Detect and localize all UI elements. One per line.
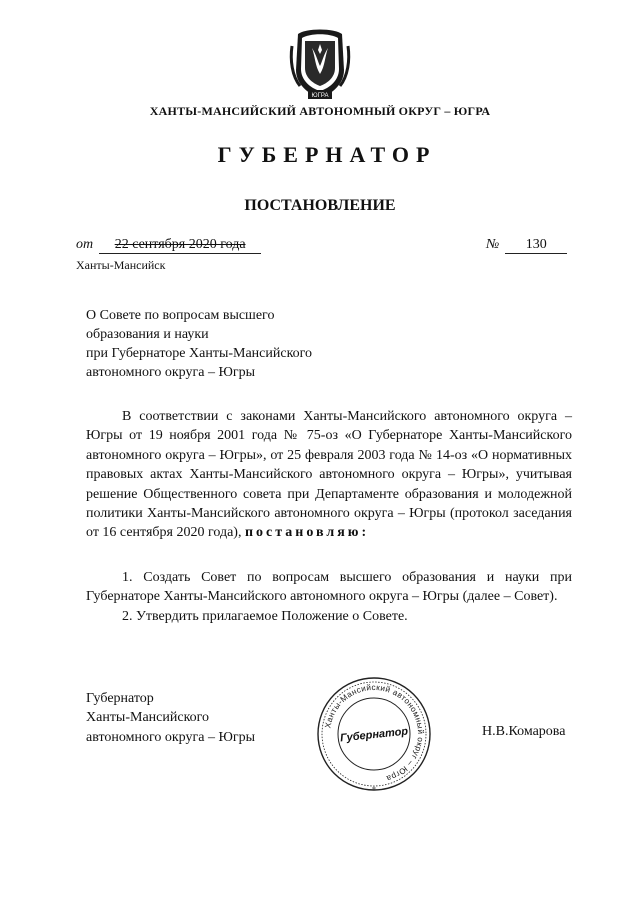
document-subject xyxy=(86,306,386,382)
official-stamp xyxy=(314,674,434,794)
signatory-position xyxy=(86,689,306,747)
signatory-name: Н.В.Комарова xyxy=(482,724,566,739)
date-line xyxy=(76,237,261,254)
decree-word: постановляю: xyxy=(244,525,370,541)
number-line xyxy=(486,237,567,254)
decree-item: 1. Создать Совет по вопросам высшего образования и науки при Губернаторе Ханты-Мансийского автономного округа – Югры (далее – Совет). xyxy=(86,570,572,605)
subject-line: при Губернаторе Ханты-Мансийского xyxy=(86,346,313,361)
stamp-center-text: Губернатор xyxy=(339,725,409,745)
position-line: Ханты-Мансийского xyxy=(86,710,210,726)
place-of-issue: Ханты-Мансийск xyxy=(76,258,166,272)
document-date: 22 сентября 2020 года xyxy=(99,237,261,254)
region-heading: ХАНТЫ-МАНСИЙСКИЙ АВТОНОМНЫЙ ОКРУГ – ЮГРА xyxy=(149,104,491,118)
document-type-heading: ПОСТАНОВЛЕНИЕ xyxy=(244,197,396,214)
decree-item: 2. Утвердить прилагаемое Положение о Совете. xyxy=(122,608,408,624)
coat-of-arms-icon xyxy=(288,26,352,102)
stamp-ring-text: Ханты-Мансийский автономный округ – Югра xyxy=(323,682,426,784)
emblem-label: ЮГРА xyxy=(311,93,329,99)
subject-line: автономного округа – Югры xyxy=(86,365,255,380)
subject-line: образования и науки xyxy=(86,327,209,342)
authority-heading: ГУБЕРНАТОР xyxy=(217,142,437,167)
stamp-star-icon: * xyxy=(372,785,376,794)
preamble-paragraph xyxy=(86,407,572,543)
position-line: автономного округа – Югры xyxy=(86,729,255,745)
document-number: 130 xyxy=(505,237,567,254)
date-prefix: от xyxy=(76,237,94,252)
decree-items xyxy=(86,568,572,626)
position-line: Губернатор xyxy=(86,691,154,706)
number-prefix: № xyxy=(486,237,500,252)
preamble-text: В соответствии с законами Ханты-Мансийского автономного округа – Югры от 19 ноября 2001 года № 75-оз «О Губернаторе Ханты-Мансийского автономного округа – Югры», от 25 февраля 2003 года № 14-оз «О нормативных правовых актах Ханты-Мансийского автономного округа – Югры», учитывая решение Общественного совета при Департаменте образования и молодежной политики Ханты-Мансийского автономного округа – Югры (протокол заседания от 16 сентября 2020 года), xyxy=(86,409,572,541)
subject-line: О Совете по вопросам высшего xyxy=(86,308,275,323)
